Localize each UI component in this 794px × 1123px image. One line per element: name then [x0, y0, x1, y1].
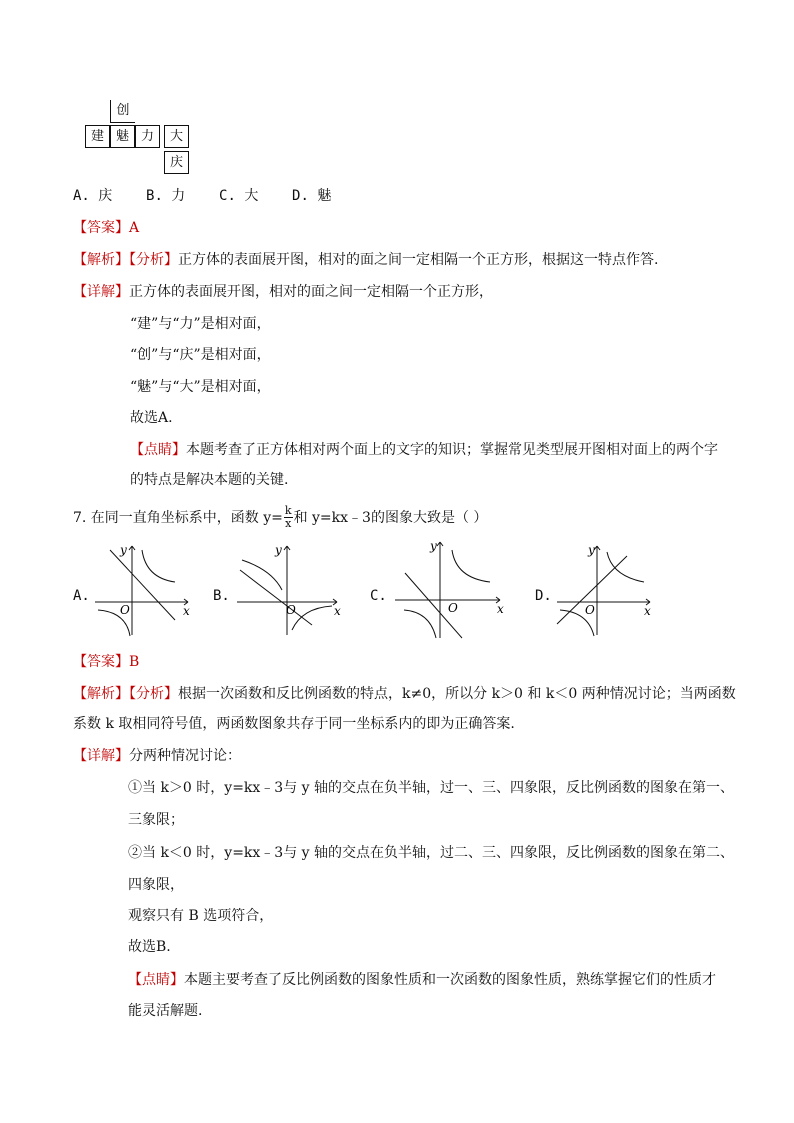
- q6-option-b[interactable]: B. 力: [146, 188, 186, 204]
- net-cell-qing: 庆: [164, 151, 189, 174]
- comment-text-1: 本题考查了正方体相对两个面上的文字的知识；掌握常见类型展开图相对面上的两个字: [186, 442, 718, 458]
- answer-value: B: [129, 654, 140, 670]
- q6-line-3: “魅”与“大”是相对面，: [130, 379, 271, 395]
- q6-option-a[interactable]: A. 庆: [73, 188, 113, 204]
- q7-fraction: [284, 505, 293, 530]
- axis-label-y: y: [275, 543, 282, 557]
- fraction-numerator: k: [284, 504, 292, 517]
- answer-value: A: [129, 220, 140, 236]
- q7-stem: [73, 505, 487, 530]
- q7-analysis-2: 系数 k 取相同符号值，两函数图象共存于同一坐标系内的即为正确答案.: [73, 716, 515, 732]
- q7-detail: [73, 746, 241, 766]
- q6-comment-2: 的特点是解决本题的关键.: [130, 472, 289, 488]
- net-cell-li: 力: [135, 125, 160, 148]
- q7-choose: 故选B.: [128, 939, 171, 955]
- q6-options: [73, 186, 331, 206]
- origin-label: O: [120, 603, 130, 617]
- comment-tag: 【点睛】: [130, 442, 186, 458]
- origin-label: O: [585, 603, 595, 617]
- detail-tag: 【详解】: [73, 284, 129, 300]
- axis-label-x: x: [644, 604, 651, 618]
- q7-observe: 观察只有 B 选项符合，: [128, 908, 274, 924]
- q6-analysis: [73, 250, 658, 270]
- q7-comment: [128, 970, 716, 990]
- q7-case2-a: ②当 k＜0 时，y=kx﹣3与 y 轴的交点在负半轴，过二、三、四象限，反比例函数的图象在第二、: [128, 845, 735, 861]
- q6-option-d[interactable]: D. 魅: [292, 188, 332, 204]
- axis-label-x: x: [497, 602, 504, 616]
- q7-graph-d[interactable]: [552, 540, 657, 640]
- analysis-text: 正方体的表面展开图，相对的面之间一定相隔一个正方形，根据这一特点作答.: [178, 252, 659, 268]
- detail-tag: 【详解】: [73, 748, 129, 764]
- axis-label-y: y: [430, 539, 437, 553]
- q7-answer: [73, 652, 139, 672]
- q7-stem-pre: 7. 在同一直角坐标系中，函数 y=: [73, 509, 283, 526]
- origin-label: O: [448, 601, 458, 615]
- net-cell-mei: 魅: [110, 125, 135, 148]
- q7-analysis: [73, 684, 736, 704]
- q6-line-1: “建”与“力”是相对面，: [130, 316, 271, 332]
- q7-graph-a[interactable]: [90, 540, 200, 640]
- answer-tag: 【答案】: [73, 654, 129, 670]
- q7-case2-b: 四象限，: [128, 877, 184, 893]
- net-cell-da: 大: [164, 125, 189, 148]
- q7-graph-b[interactable]: [232, 540, 347, 640]
- axis-label-y: y: [120, 543, 127, 557]
- net-cell-chuang: 创: [110, 100, 135, 123]
- analysis-text-1: 根据一次函数和反比例函数的特点，k≠0，所以分 k＞0 和 k＜0 两种情况讨论；当两函数: [178, 686, 736, 702]
- q7-option-b-label[interactable]: B.: [213, 588, 230, 604]
- q7-option-d-label[interactable]: D.: [535, 588, 552, 604]
- q6-detail: [73, 282, 493, 302]
- q6-comment: [130, 440, 718, 460]
- q6-line-2: “创”与“庆”是相对面，: [130, 347, 271, 363]
- q7-graph-c[interactable]: [390, 538, 510, 640]
- analysis-tag: 【解析】【分析】: [73, 252, 178, 268]
- axis-label-y: y: [588, 543, 595, 557]
- net-cell-jian: 建: [85, 125, 110, 148]
- comment-tag: 【点睛】: [128, 972, 184, 988]
- q6-line-4: 故选A.: [130, 410, 173, 426]
- q7-option-a-label[interactable]: A.: [73, 588, 90, 604]
- axis-label-x: x: [183, 604, 190, 618]
- fraction-denominator: x: [285, 517, 292, 530]
- q7-case1-a: ①当 k＞0 时，y=kx﹣3与 y 轴的交点在负半轴，过一、三、四象限，反比例函数的图象在第一、: [128, 780, 735, 796]
- detail-text: 正方体的表面展开图，相对的面之间一定相隔一个正方形，: [129, 284, 493, 300]
- q7-case1-b: 三象限；: [128, 812, 184, 828]
- detail-text: 分两种情况讨论：: [129, 748, 241, 764]
- origin-label: O: [286, 603, 296, 617]
- axis-label-x: x: [334, 604, 341, 618]
- q7-option-c-label[interactable]: C.: [370, 588, 387, 604]
- analysis-tag: 【解析】【分析】: [73, 686, 178, 702]
- comment-text-1: 本题主要考查了反比例函数的图象性质和一次函数的图象性质，熟练掌握它们的性质才: [184, 972, 716, 988]
- q6-answer: [73, 218, 139, 238]
- answer-tag: 【答案】: [73, 220, 129, 236]
- q6-option-c[interactable]: C. 大: [219, 188, 259, 204]
- q7-comment-2: 能灵活解题.: [128, 1003, 203, 1019]
- q7-stem-post: 和 y=kx﹣3的图象大致是（ ）: [293, 509, 488, 526]
